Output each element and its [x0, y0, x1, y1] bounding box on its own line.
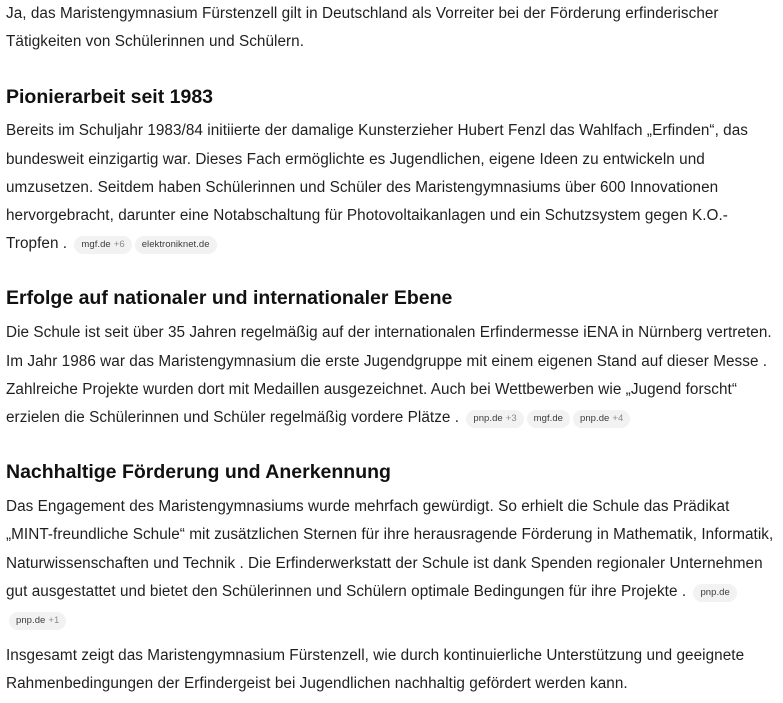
section-heading-nachhaltig: Nachhaltige Förderung und Anerkennung: [6, 461, 391, 484]
section-heading-erfolge: Erfolge auf nationaler und internationaler Ebene: [6, 287, 453, 310]
source-label: mgf.de: [81, 239, 111, 251]
section-heading-pionierarbeit: Pionierarbeit seit 1983: [6, 86, 214, 109]
paragraph-text: Die Schule ist seit über 35 Jahren regelmäßig auf der internationalen Erfindermesse iENA in Nürnberg vertreten. Im Jahr 1986 war das Maristengymnasium die erste Jugendgruppe mit einem eigenen Stand auf dieser Messe . Zahlreiche Projekte wurden dort mit Medaillen ausgezeichnet. Auch bei Wettbewerben wie „Jugend forscht“ erzielen die Schülerinnen und Schüler regelmäßig vordere Plätze .: [6, 324, 772, 427]
source-chip-pnp[interactable]: [693, 584, 736, 602]
section-paragraph-erfolge: [6, 319, 777, 432]
section-paragraph-nachhaltig: [6, 493, 777, 634]
source-chip-pnp[interactable]: [466, 410, 523, 428]
paragraph-text: Das Engagement des Maristengymnasiums wurde mehrfach gewürdigt. So erhielt die Schule das Prädikat „MINT-freundliche Schule“ mit zusätzlichen Sternen für ihre herausragende Förderung in Mathematik, Informatik, Naturwissenschaften und Technik . Die Erfinderwerkstatt der Schule ist dank Spenden regionaler Unternehmen gut ausgestattet und bietet den Schülerinnen und Schülern optimale Bedingungen für ihre Projekte .: [6, 498, 774, 600]
section-paragraph-pionierarbeit: [6, 117, 777, 258]
conclusion-paragraph: Insgesamt zeigt das Maristengymnasium Fürstenzell, wie durch kontinuierliche Unterstützung und geeignete Rahmenbedingungen der Erfindergeist bei Jugendlichen nachhaltig gefördert werden kann.: [6, 647, 745, 693]
source-label: pnp.de: [700, 586, 730, 598]
source-label: pnp.de: [16, 615, 46, 627]
source-chip-pnp[interactable]: [573, 410, 630, 428]
source-chip-elektroniknet[interactable]: [135, 236, 217, 254]
source-more-count: +6: [113, 239, 125, 251]
source-label: elektroniknet.de: [141, 239, 210, 251]
source-label: pnp.de: [473, 413, 503, 425]
source-label: pnp.de: [580, 413, 610, 425]
source-more-count: +3: [505, 413, 517, 425]
intro-paragraph: Ja, das Maristengymnasium Fürstenzell gilt in Deutschland als Vorreiter bei der Förderung erfinderischer Tätigkeiten von Schülerinnen und Schülern.: [6, 5, 719, 51]
source-more-count: +4: [612, 413, 624, 425]
paragraph-text: Bereits im Schuljahr 1983/84 initiierte der damalige Kunsterzieher Hubert Fenzl das Wahlfach „Erfinden“, das bundesweit einzigartig war. Dieses Fach ermöglichte es Jugendlichen, eigene Ideen zu entwickeln und umzusetzen. Seitdem haben Schülerinnen und Schüler des Maristengymnasiums über 600 Innovationen hervorgebracht, darunter eine Notabschaltung für Photovoltaikanlagen und ein Schutzsystem gegen K.O.-Tropfen .: [6, 122, 748, 253]
source-label: mgf.de: [533, 413, 564, 425]
source-more-count: +1: [48, 615, 60, 627]
source-chip-pnp[interactable]: [9, 612, 66, 630]
source-chip-mgf[interactable]: [74, 236, 131, 254]
source-chip-mgf[interactable]: [527, 410, 570, 428]
